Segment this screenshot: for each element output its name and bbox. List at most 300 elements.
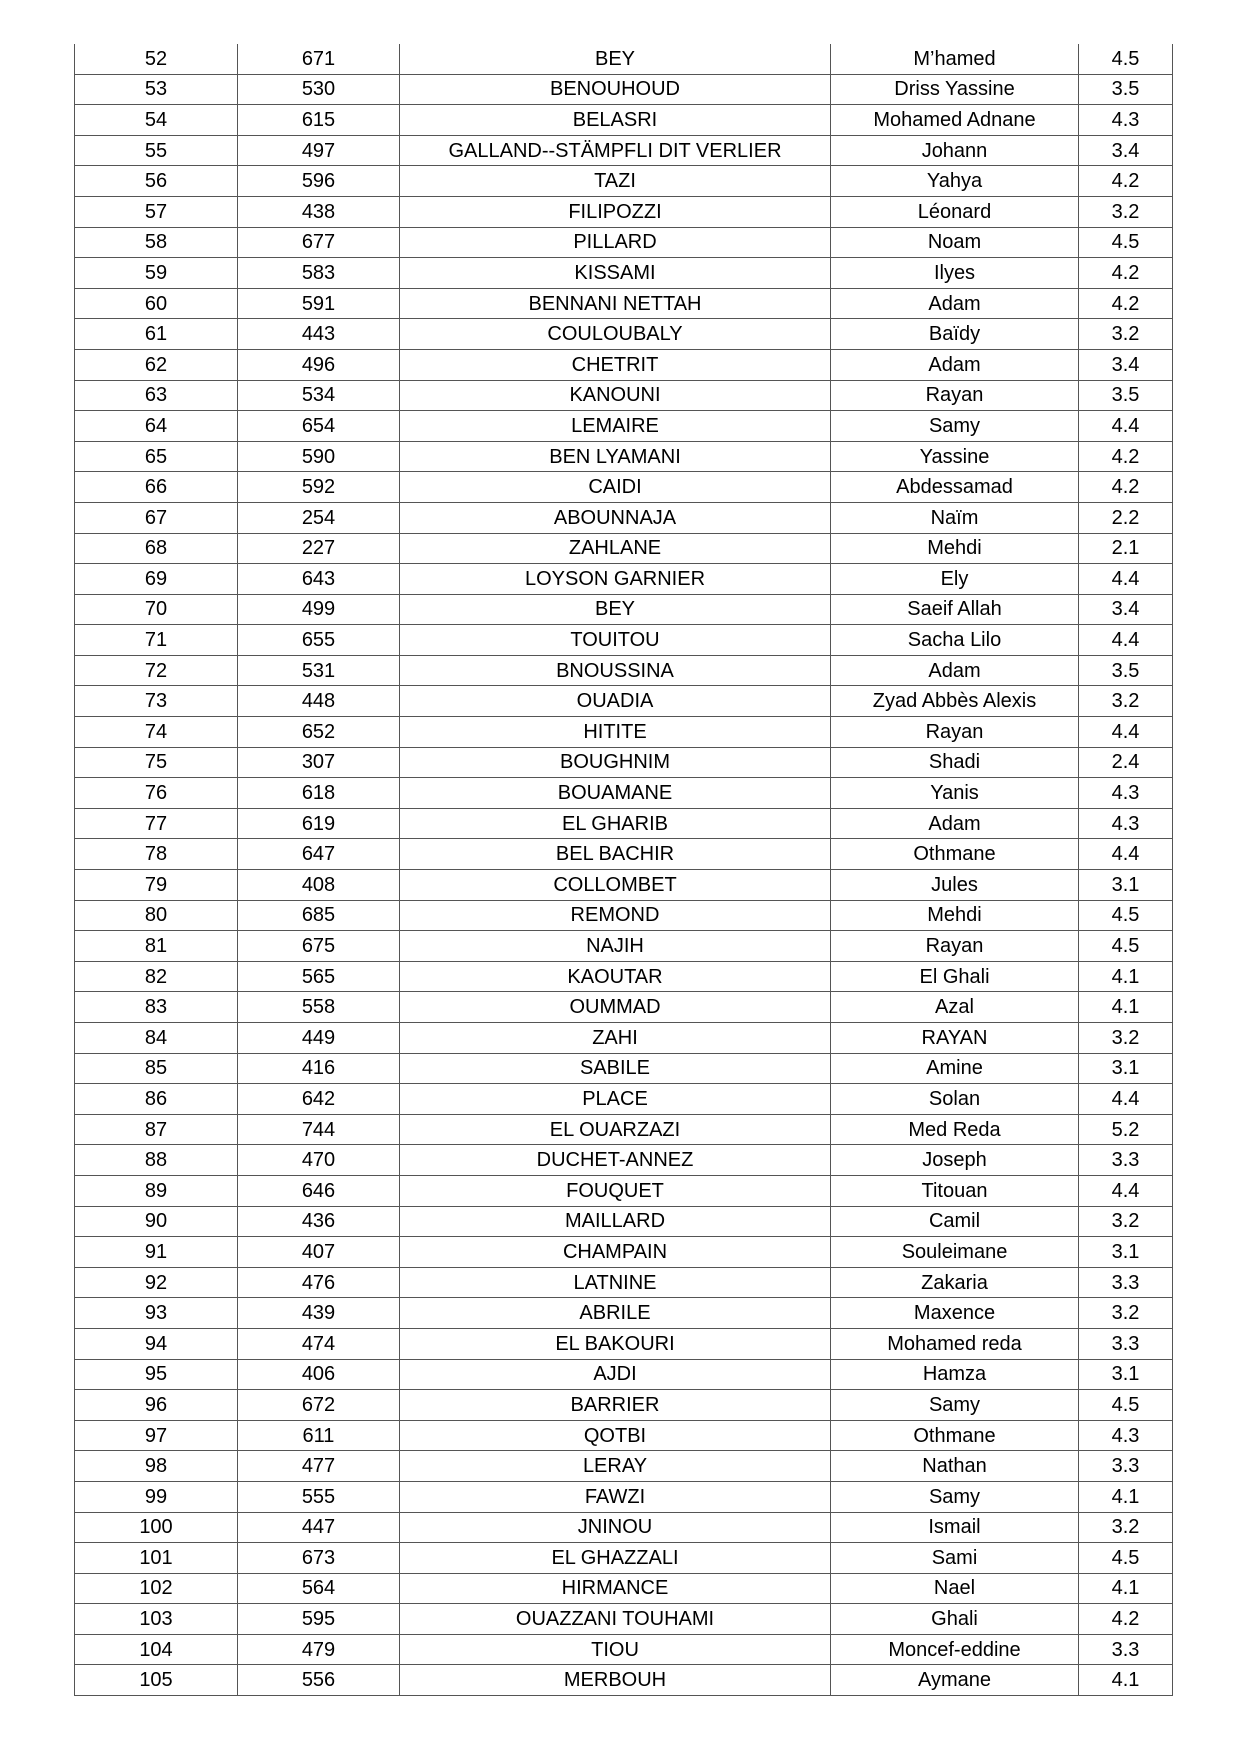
last-name-cell: CHETRIT [400,349,831,380]
first-name-cell: Nael [831,1573,1079,1604]
grade-cell: 4.5 [1079,1390,1173,1421]
grade-cell: 3.5 [1079,380,1173,411]
rank-cell: 76 [75,778,238,809]
last-name-cell: EL GHAZZALI [400,1543,831,1574]
rank-cell: 57 [75,196,238,227]
last-name-cell: HIRMANCE [400,1573,831,1604]
first-name-cell: Ely [831,564,1079,595]
score-cell: 479 [238,1634,400,1665]
grade-cell: 4.5 [1079,900,1173,931]
grade-cell: 4.4 [1079,411,1173,442]
score-cell: 416 [238,1053,400,1084]
rank-cell: 59 [75,258,238,289]
rank-cell: 98 [75,1451,238,1482]
first-name-cell: Ilyes [831,258,1079,289]
score-cell: 615 [238,105,400,136]
table-row [75,717,1173,748]
first-name-cell: Othmane [831,1420,1079,1451]
rank-cell: 65 [75,441,238,472]
first-name-cell: Souleimane [831,1237,1079,1268]
grade-cell: 4.5 [1079,227,1173,258]
last-name-cell: OUADIA [400,686,831,717]
first-name-cell: Rayan [831,380,1079,411]
grade-cell: 3.3 [1079,1451,1173,1482]
rank-cell: 93 [75,1298,238,1329]
grade-cell: 3.1 [1079,870,1173,901]
score-cell: 477 [238,1451,400,1482]
score-cell: 619 [238,808,400,839]
last-name-cell: BEL BACHIR [400,839,831,870]
rank-cell: 82 [75,961,238,992]
grade-cell: 4.2 [1079,441,1173,472]
first-name-cell: Mehdi [831,533,1079,564]
grade-cell: 3.4 [1079,349,1173,380]
table-row [75,44,1173,74]
table-row [75,472,1173,503]
first-name-cell: Rayan [831,931,1079,962]
score-cell: 654 [238,411,400,442]
last-name-cell: ZAHLANE [400,533,831,564]
score-cell: 474 [238,1328,400,1359]
score-cell: 556 [238,1665,400,1696]
rank-cell: 78 [75,839,238,870]
first-name-cell: Baïdy [831,319,1079,350]
score-cell: 646 [238,1175,400,1206]
grade-cell: 4.3 [1079,808,1173,839]
first-name-cell: Sacha Lilo [831,625,1079,656]
rank-cell: 66 [75,472,238,503]
rank-cell: 61 [75,319,238,350]
table-row [75,870,1173,901]
score-cell: 583 [238,258,400,289]
rank-cell: 75 [75,747,238,778]
first-name-cell: Adam [831,655,1079,686]
grade-cell: 4.4 [1079,839,1173,870]
first-name-cell: Maxence [831,1298,1079,1329]
table-row [75,1114,1173,1145]
table-row [75,1543,1173,1574]
table-row [75,1604,1173,1635]
rank-cell: 81 [75,931,238,962]
last-name-cell: KISSAMI [400,258,831,289]
rank-cell: 71 [75,625,238,656]
rank-cell: 94 [75,1328,238,1359]
rank-cell: 56 [75,166,238,197]
table-row [75,196,1173,227]
score-cell: 496 [238,349,400,380]
rank-cell: 58 [75,227,238,258]
table-row [75,105,1173,136]
table-row [75,1665,1173,1696]
table-row [75,1267,1173,1298]
grade-cell: 3.5 [1079,655,1173,686]
grade-cell: 4.1 [1079,1665,1173,1696]
first-name-cell: Othmane [831,839,1079,870]
last-name-cell: CHAMPAIN [400,1237,831,1268]
table-row [75,655,1173,686]
rank-cell: 99 [75,1481,238,1512]
score-cell: 531 [238,655,400,686]
score-cell: 672 [238,1390,400,1421]
results-table [74,44,1173,1696]
score-cell: 592 [238,472,400,503]
first-name-cell: Yanis [831,778,1079,809]
last-name-cell: REMOND [400,900,831,931]
grade-cell: 3.4 [1079,135,1173,166]
rank-cell: 79 [75,870,238,901]
table-row [75,594,1173,625]
table-row [75,1451,1173,1482]
first-name-cell: Adam [831,808,1079,839]
score-cell: 564 [238,1573,400,1604]
last-name-cell: MAILLARD [400,1206,831,1237]
score-cell: 642 [238,1084,400,1115]
last-name-cell: EL GHARIB [400,808,831,839]
first-name-cell: Johann [831,135,1079,166]
last-name-cell: ABRILE [400,1298,831,1329]
score-cell: 227 [238,533,400,564]
grade-cell: 4.3 [1079,778,1173,809]
first-name-cell: Saeif Allah [831,594,1079,625]
first-name-cell: Nathan [831,1451,1079,1482]
first-name-cell: Azal [831,992,1079,1023]
grade-cell: 4.2 [1079,258,1173,289]
score-cell: 470 [238,1145,400,1176]
grade-cell: 3.5 [1079,74,1173,105]
last-name-cell: ZAHI [400,1023,831,1054]
grade-cell: 2.1 [1079,533,1173,564]
grade-cell: 3.3 [1079,1267,1173,1298]
score-cell: 307 [238,747,400,778]
score-cell: 555 [238,1481,400,1512]
first-name-cell: Moncef-eddine [831,1634,1079,1665]
rank-cell: 60 [75,288,238,319]
table-row [75,258,1173,289]
table-row [75,625,1173,656]
first-name-cell: Titouan [831,1175,1079,1206]
table-row [75,1298,1173,1329]
table-row [75,380,1173,411]
first-name-cell: Zakaria [831,1267,1079,1298]
last-name-cell: EL BAKOURI [400,1328,831,1359]
last-name-cell: TIOU [400,1634,831,1665]
first-name-cell: Adam [831,349,1079,380]
table-row [75,1237,1173,1268]
table-row [75,778,1173,809]
rank-cell: 67 [75,502,238,533]
rank-cell: 70 [75,594,238,625]
grade-cell: 4.4 [1079,564,1173,595]
table-row [75,227,1173,258]
grade-cell: 3.1 [1079,1237,1173,1268]
first-name-cell: Samy [831,411,1079,442]
rank-cell: 63 [75,380,238,411]
score-cell: 618 [238,778,400,809]
score-cell: 673 [238,1543,400,1574]
score-cell: 611 [238,1420,400,1451]
table-row [75,1053,1173,1084]
last-name-cell: BEY [400,44,831,74]
table-row [75,747,1173,778]
grade-cell: 3.3 [1079,1328,1173,1359]
last-name-cell: COLLOMBET [400,870,831,901]
score-cell: 407 [238,1237,400,1268]
last-name-cell: MERBOUH [400,1665,831,1696]
last-name-cell: TAZI [400,166,831,197]
rank-cell: 68 [75,533,238,564]
table-row [75,808,1173,839]
last-name-cell: LERAY [400,1451,831,1482]
first-name-cell: Camil [831,1206,1079,1237]
score-cell: 677 [238,227,400,258]
first-name-cell: Aymane [831,1665,1079,1696]
grade-cell: 4.2 [1079,472,1173,503]
first-name-cell: Ismail [831,1512,1079,1543]
grade-cell: 3.2 [1079,319,1173,350]
score-cell: 647 [238,839,400,870]
rank-cell: 102 [75,1573,238,1604]
last-name-cell: COULOUBALY [400,319,831,350]
first-name-cell: M’hamed [831,44,1079,74]
rank-cell: 73 [75,686,238,717]
score-cell: 655 [238,625,400,656]
last-name-cell: BARRIER [400,1390,831,1421]
table-row [75,992,1173,1023]
grade-cell: 4.1 [1079,992,1173,1023]
rank-cell: 85 [75,1053,238,1084]
score-cell: 652 [238,717,400,748]
last-name-cell: BENNANI NETTAH [400,288,831,319]
first-name-cell: Ghali [831,1604,1079,1635]
last-name-cell: PILLARD [400,227,831,258]
table-row [75,349,1173,380]
last-name-cell: TOUITOU [400,625,831,656]
grade-cell: 4.4 [1079,1084,1173,1115]
rank-cell: 84 [75,1023,238,1054]
grade-cell: 4.3 [1079,1420,1173,1451]
first-name-cell: Med Reda [831,1114,1079,1145]
rank-cell: 54 [75,105,238,136]
rank-cell: 52 [75,44,238,74]
table-row [75,502,1173,533]
last-name-cell: CAIDI [400,472,831,503]
score-cell: 558 [238,992,400,1023]
score-cell: 438 [238,196,400,227]
last-name-cell: QOTBI [400,1420,831,1451]
first-name-cell: Samy [831,1390,1079,1421]
grade-cell: 3.1 [1079,1053,1173,1084]
rank-cell: 87 [75,1114,238,1145]
last-name-cell: JNINOU [400,1512,831,1543]
rank-cell: 86 [75,1084,238,1115]
score-cell: 590 [238,441,400,472]
score-cell: 448 [238,686,400,717]
first-name-cell: Solan [831,1084,1079,1115]
rank-cell: 105 [75,1665,238,1696]
table-row [75,1512,1173,1543]
rank-cell: 64 [75,411,238,442]
last-name-cell: BENOUHOUD [400,74,831,105]
score-cell: 534 [238,380,400,411]
table-row [75,900,1173,931]
rank-cell: 88 [75,1145,238,1176]
last-name-cell: SABILE [400,1053,831,1084]
rank-cell: 97 [75,1420,238,1451]
grade-cell: 4.4 [1079,625,1173,656]
table-row [75,1573,1173,1604]
grade-cell: 4.2 [1079,166,1173,197]
rank-cell: 77 [75,808,238,839]
last-name-cell: BNOUSSINA [400,655,831,686]
grade-cell: 4.4 [1079,1175,1173,1206]
last-name-cell: KANOUNI [400,380,831,411]
table-row [75,1359,1173,1390]
score-cell: 671 [238,44,400,74]
table-row [75,135,1173,166]
score-cell: 476 [238,1267,400,1298]
grade-cell: 3.3 [1079,1145,1173,1176]
score-cell: 643 [238,564,400,595]
grade-cell: 3.2 [1079,196,1173,227]
first-name-cell: Noam [831,227,1079,258]
score-cell: 499 [238,594,400,625]
grade-cell: 4.2 [1079,1604,1173,1635]
rank-cell: 103 [75,1604,238,1635]
grade-cell: 3.1 [1079,1359,1173,1390]
last-name-cell: PLACE [400,1084,831,1115]
table-row [75,839,1173,870]
table-row [75,1390,1173,1421]
table-row [75,686,1173,717]
last-name-cell: BELASRI [400,105,831,136]
grade-cell: 4.5 [1079,44,1173,74]
first-name-cell: Sami [831,1543,1079,1574]
first-name-cell: Amine [831,1053,1079,1084]
grade-cell: 2.2 [1079,502,1173,533]
grade-cell: 2.4 [1079,747,1173,778]
rank-cell: 104 [75,1634,238,1665]
score-cell: 439 [238,1298,400,1329]
rank-cell: 95 [75,1359,238,1390]
score-cell: 565 [238,961,400,992]
table-row [75,319,1173,350]
grade-cell: 5.2 [1079,1114,1173,1145]
rank-cell: 80 [75,900,238,931]
score-cell: 591 [238,288,400,319]
first-name-cell: Joseph [831,1145,1079,1176]
rank-cell: 92 [75,1267,238,1298]
first-name-cell: Naïm [831,502,1079,533]
last-name-cell: LOYSON GARNIER [400,564,831,595]
grade-cell: 3.3 [1079,1634,1173,1665]
score-cell: 449 [238,1023,400,1054]
grade-cell: 3.2 [1079,1206,1173,1237]
rank-cell: 100 [75,1512,238,1543]
first-name-cell: RAYAN [831,1023,1079,1054]
table-row [75,74,1173,105]
table-row [75,1420,1173,1451]
last-name-cell: DUCHET-ANNEZ [400,1145,831,1176]
table-row [75,1481,1173,1512]
first-name-cell: Shadi [831,747,1079,778]
score-cell: 595 [238,1604,400,1635]
last-name-cell: LATNINE [400,1267,831,1298]
table-row [75,1206,1173,1237]
score-cell: 530 [238,74,400,105]
last-name-cell: KAOUTAR [400,961,831,992]
last-name-cell: OUAZZANI TOUHAMI [400,1604,831,1635]
table-row [75,533,1173,564]
table-row [75,961,1173,992]
first-name-cell: Zyad Abbès Alexis [831,686,1079,717]
grade-cell: 3.2 [1079,1023,1173,1054]
rank-cell: 53 [75,74,238,105]
grade-cell: 4.1 [1079,1481,1173,1512]
rank-cell: 72 [75,655,238,686]
score-cell: 675 [238,931,400,962]
last-name-cell: FOUQUET [400,1175,831,1206]
last-name-cell: EL OUARZAZI [400,1114,831,1145]
first-name-cell: Abdessamad [831,472,1079,503]
grade-cell: 4.1 [1079,1573,1173,1604]
first-name-cell: Léonard [831,196,1079,227]
first-name-cell: El Ghali [831,961,1079,992]
grade-cell: 4.5 [1079,1543,1173,1574]
grade-cell: 4.4 [1079,717,1173,748]
last-name-cell: LEMAIRE [400,411,831,442]
rank-cell: 89 [75,1175,238,1206]
grade-cell: 4.5 [1079,931,1173,962]
first-name-cell: Rayan [831,717,1079,748]
grade-cell: 3.2 [1079,1298,1173,1329]
table-row [75,1328,1173,1359]
grade-cell: 4.2 [1079,288,1173,319]
score-cell: 406 [238,1359,400,1390]
rank-cell: 55 [75,135,238,166]
table-row [75,288,1173,319]
last-name-cell: FAWZI [400,1481,831,1512]
table-row [75,931,1173,962]
grade-cell: 4.1 [1079,961,1173,992]
table-row [75,1145,1173,1176]
table-row [75,411,1173,442]
first-name-cell: Mohamed reda [831,1328,1079,1359]
score-cell: 596 [238,166,400,197]
last-name-cell: BOUAMANE [400,778,831,809]
table-row [75,1023,1173,1054]
first-name-cell: Driss Yassine [831,74,1079,105]
last-name-cell: BEY [400,594,831,625]
last-name-cell: BEN LYAMANI [400,441,831,472]
first-name-cell: Adam [831,288,1079,319]
score-cell: 436 [238,1206,400,1237]
table-row [75,1084,1173,1115]
score-cell: 497 [238,135,400,166]
score-cell: 408 [238,870,400,901]
first-name-cell: Mehdi [831,900,1079,931]
last-name-cell: HITITE [400,717,831,748]
grade-cell: 3.4 [1079,594,1173,625]
first-name-cell: Yahya [831,166,1079,197]
table-row [75,1634,1173,1665]
last-name-cell: BOUGHNIM [400,747,831,778]
score-cell: 744 [238,1114,400,1145]
rank-cell: 74 [75,717,238,748]
last-name-cell: NAJIH [400,931,831,962]
last-name-cell: GALLAND--STÄMPFLI DIT VERLIER [400,135,831,166]
score-cell: 685 [238,900,400,931]
score-cell: 447 [238,1512,400,1543]
